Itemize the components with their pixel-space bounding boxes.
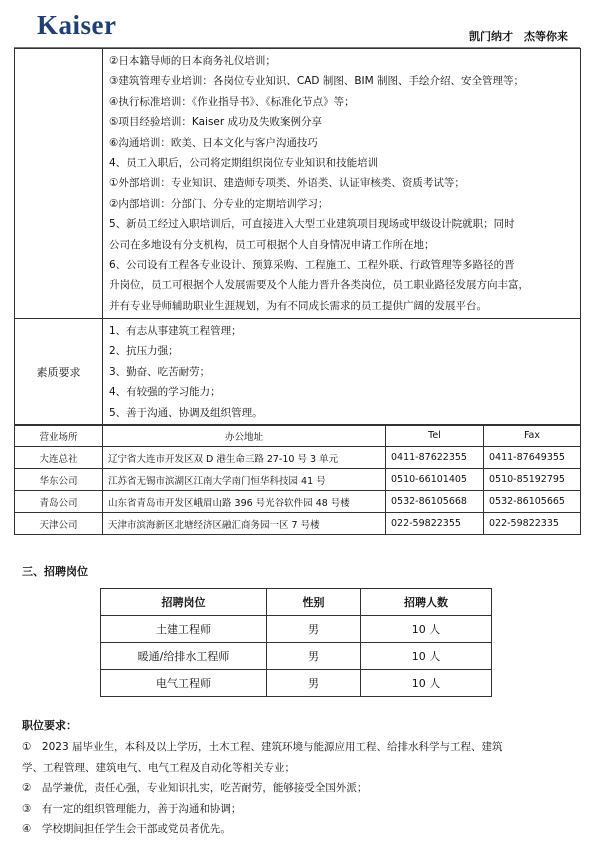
quality-label: 素质要求 bbox=[15, 319, 103, 426]
position-gender: 男 bbox=[267, 616, 361, 643]
training-line: 并有专业导师辅助职业生涯规划，为有不同成长需求的员工提供广阔的发展平台。 bbox=[109, 299, 487, 312]
office-name: 大连总社 bbox=[15, 447, 103, 469]
training-line: 6、公司设有工程各专业设计、预算采购、工程施工、工程外联、行政管理等多路径的晋 bbox=[109, 258, 515, 271]
office-name: 青岛公司 bbox=[15, 491, 103, 513]
position-gender: 男 bbox=[267, 643, 361, 670]
offices-table bbox=[14, 424, 581, 535]
requirement-line: 学、工程管理、建筑电气、电气工程及自动化等相关专业； bbox=[22, 761, 295, 774]
training-line: ②日本籍导师的日本商务礼仪培训； bbox=[109, 55, 276, 67]
requirements-title: 职位要求： bbox=[22, 719, 77, 732]
position-name: 暖通/给排水工程师 bbox=[101, 643, 267, 670]
training-line: ③建筑管理专业培训：各岗位专业知识、CAD 制图、BIM 制图、手绘介绍、安全管理等； bbox=[109, 75, 525, 88]
position-count: 10 人 bbox=[361, 670, 492, 697]
requirement-line: ① 2023 届毕业生，本科及以上学历，土木工程、建筑环境与能源应用工程、给排水科学与工程、建筑 bbox=[22, 741, 503, 753]
table-row bbox=[15, 447, 581, 469]
requirements-list bbox=[22, 737, 582, 840]
training-line: 公司在多地设有分支机构，员工可根据个人自身情况申请工作所在地； bbox=[109, 238, 435, 251]
positions-table bbox=[100, 588, 492, 697]
requirement-line: ④ 学校期间担任学生会干部或党员者优先。 bbox=[22, 823, 231, 835]
table-row bbox=[101, 616, 492, 643]
office-tel: 022-59822355 bbox=[386, 513, 484, 535]
quality-line: 5、善于沟通、协调及组织管理。 bbox=[109, 406, 263, 419]
training-row bbox=[15, 49, 581, 319]
training-line: 5、新员工经过入职培训后，可直接进入大型工业建筑项目现场或甲级设计院就职；同时 bbox=[109, 218, 515, 231]
training-label-cell bbox=[15, 49, 103, 319]
quality-row bbox=[15, 319, 581, 426]
training-line: ⑤项目经验培训：Kaiser 成功及失败案例分享 bbox=[109, 116, 323, 129]
page-header bbox=[0, 0, 594, 50]
table-row bbox=[15, 469, 581, 491]
positions-header-row bbox=[101, 589, 492, 616]
requirement-line: ③ 有一定的组织管理能力，善于沟通和协调； bbox=[22, 802, 242, 815]
positions-header-post: 招聘岗位 bbox=[101, 589, 267, 616]
office-tel: 0411-87622355 bbox=[386, 447, 484, 469]
table-row bbox=[101, 643, 492, 670]
office-tel: 0510-66101405 bbox=[386, 469, 484, 491]
position-name: 电气工程师 bbox=[101, 670, 267, 697]
office-address: 辽宁省大连市开发区双 D 港生命三路 27-10 号 3 单元 bbox=[103, 447, 386, 469]
table-row bbox=[15, 513, 581, 535]
positions-header-count: 招聘人数 bbox=[361, 589, 492, 616]
quality-line: 2、抗压力强； bbox=[109, 345, 179, 358]
offices-header-row bbox=[15, 425, 581, 447]
training-line: ①外部培训：专业知识、建造师专项类、外语类、认证审核类、资质考试等； bbox=[109, 177, 465, 190]
kaiser-logo: Kaiser bbox=[37, 10, 117, 40]
offices-header-fax: Fax bbox=[484, 425, 581, 447]
section-title: 三、招聘岗位 bbox=[22, 565, 88, 578]
offices-header-place: 营业场所 bbox=[15, 425, 103, 447]
office-tel: 0532-86105668 bbox=[386, 491, 484, 513]
quality-content bbox=[103, 319, 581, 426]
position-gender: 男 bbox=[267, 670, 361, 697]
quality-line: 1、有志从事建筑工程管理； bbox=[109, 325, 242, 338]
office-address: 天津市滨海新区北塘经济区融汇商务园一区 7 号楼 bbox=[103, 513, 386, 535]
table-row bbox=[15, 491, 581, 513]
quality-line: 4、有较强的学习能力； bbox=[109, 386, 221, 399]
office-fax: 0532-86105665 bbox=[484, 491, 581, 513]
training-content bbox=[103, 49, 581, 319]
training-line: ⑥沟通培训：欧美、日本文化与客户沟通技巧 bbox=[109, 136, 318, 149]
offices-header-tel: Tel bbox=[386, 425, 484, 447]
office-name: 华东公司 bbox=[15, 469, 103, 491]
offices-header-address: 办公地址 bbox=[103, 425, 386, 447]
office-fax: 0510-85192795 bbox=[484, 469, 581, 491]
header-slogan: 凯门纳才 杰等你来 bbox=[469, 30, 568, 43]
training-line: 4、员工入职后，公司将定期组织岗位专业知识和技能培训 bbox=[109, 156, 379, 169]
office-address: 江苏省无锡市滨湖区江南大学南门恒华科技园 41 号 bbox=[103, 469, 386, 491]
table-row bbox=[101, 670, 492, 697]
position-count: 10 人 bbox=[361, 616, 492, 643]
training-line: ④执行标准培训：《作业指导书》、《标准化节点》等； bbox=[109, 95, 355, 108]
info-table bbox=[14, 48, 581, 426]
office-name: 天津公司 bbox=[15, 513, 103, 535]
training-line: ②内部培训：分部门、分专业的定期培训学习； bbox=[109, 197, 329, 210]
position-count: 10 人 bbox=[361, 643, 492, 670]
quality-line: 3、勤奋、吃苦耐劳； bbox=[109, 365, 211, 378]
office-fax: 0411-87649355 bbox=[484, 447, 581, 469]
office-address: 山东省青岛市开发区峨眉山路 396 号光谷软件园 48 号楼 bbox=[103, 491, 386, 513]
requirement-line: ② 品学兼优，责任心强，专业知识扎实，吃苦耐劳，能够接受全国外派； bbox=[22, 782, 368, 794]
positions-header-gender: 性别 bbox=[267, 589, 361, 616]
training-line: 升岗位，员工可根据个人发展需要及个人能力晋升各类岗位，员工职业路径发展方向丰富， bbox=[109, 279, 529, 292]
position-name: 土建工程师 bbox=[101, 616, 267, 643]
office-fax: 022-59822335 bbox=[484, 513, 581, 535]
